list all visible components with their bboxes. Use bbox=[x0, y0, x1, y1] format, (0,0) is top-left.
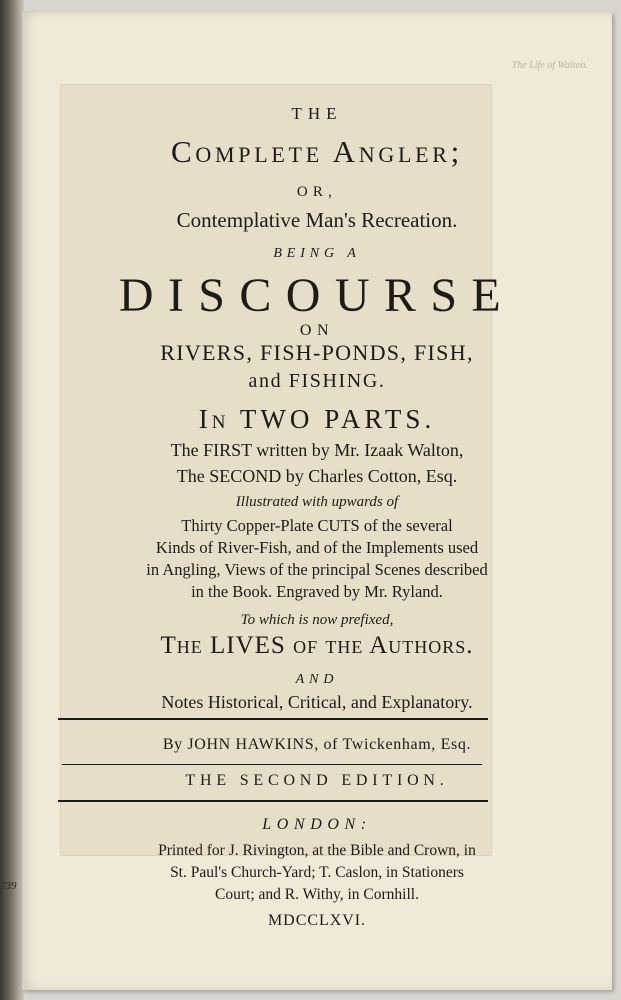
rule-middle bbox=[62, 764, 482, 765]
imprint-line-2: St. Paul's Church-Yard; T. Caslon, in Stationers bbox=[170, 864, 464, 881]
cuts-line-3: in Angling, Views of the principal Scenes described bbox=[146, 560, 488, 579]
notes-line: Notes Historical, Critical, and Explanatory. bbox=[161, 692, 473, 712]
and-line: AND bbox=[295, 672, 339, 687]
imprint-line-3: Court; and R. Withy, in Cornhill. bbox=[215, 886, 419, 903]
subtitle: Contemplative Man's Recreation. bbox=[176, 208, 458, 232]
second-part-author: The SECOND by Charles Cotton, Esq. bbox=[176, 466, 458, 486]
parts-heading: In TWO PARTS. bbox=[198, 404, 436, 434]
being-a: BEING A bbox=[273, 246, 361, 261]
lives-line: The LIVES of the Authors. bbox=[160, 632, 474, 659]
rule-bottom bbox=[58, 800, 488, 802]
discourse-heading: DISCOURSE bbox=[118, 269, 516, 322]
title-or: OR, bbox=[296, 184, 338, 200]
title-the: THE bbox=[291, 104, 343, 123]
prefixed-line: To which is now prefixed, bbox=[240, 612, 394, 628]
cuts-line-1: Thirty Copper-Plate CUTS of the several bbox=[181, 516, 453, 535]
title-main: Complete Angler; bbox=[170, 134, 463, 169]
imprint-line-1: Printed for J. Rivington, at the Bible and Crown, in bbox=[158, 842, 476, 859]
cuts-line-4: in the Book. Engraved by Mr. Ryland. bbox=[191, 582, 443, 601]
cuts-line-2: Kinds of River-Fish, and of the Implements used bbox=[155, 538, 479, 557]
plate-number: 739 bbox=[0, 880, 17, 892]
title-page bbox=[22, 12, 612, 990]
rule-top bbox=[58, 718, 488, 720]
edition-line: THE SECOND EDITION. bbox=[185, 772, 449, 789]
frontispiece-edge bbox=[0, 0, 24, 1000]
rivers-line: RIVERS, FISH-PONDS, FISH, bbox=[160, 340, 474, 365]
imprint-date: MDCCLXVI. bbox=[268, 912, 366, 929]
illustrated-line: Illustrated with upwards of bbox=[235, 494, 399, 510]
first-part-author: The FIRST written by Mr. Izaak Walton, bbox=[170, 440, 464, 460]
editor-line: By JOHN HAWKINS, of Twickenham, Esq. bbox=[162, 736, 472, 753]
title-on: ON bbox=[299, 322, 335, 339]
running-head: The Life of Walton. bbox=[511, 60, 588, 71]
imprint-city: LONDON: bbox=[262, 816, 372, 833]
fishing-line: and FISHING. bbox=[248, 370, 386, 392]
